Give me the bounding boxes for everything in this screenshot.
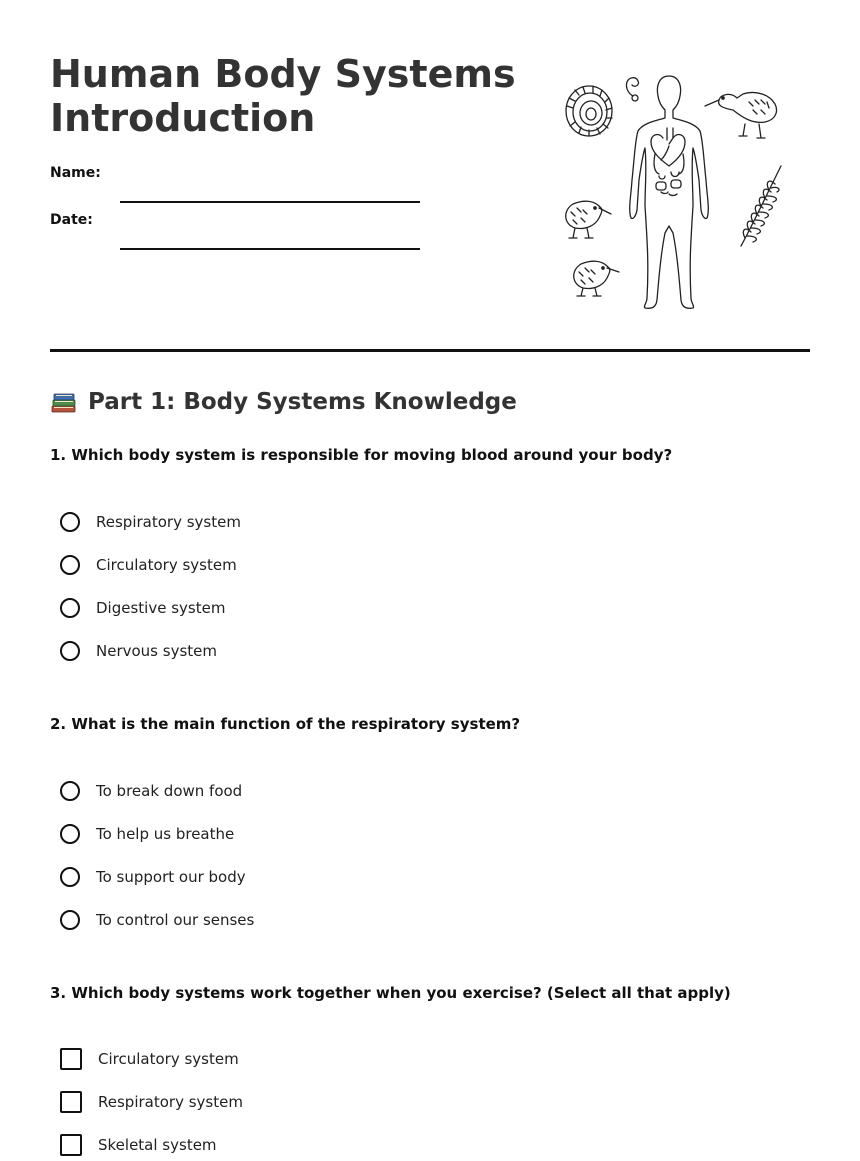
- kiwi-bird-icon: [705, 92, 777, 138]
- name-field-row: [50, 165, 430, 189]
- option-label: Circulatory system: [96, 556, 237, 574]
- date-input[interactable]: [120, 228, 420, 250]
- option-label: To break down food: [96, 782, 243, 800]
- option-label: Skeletal system: [98, 1136, 217, 1154]
- option-label: Digestive system: [96, 599, 226, 617]
- option-label: Respiratory system: [96, 513, 241, 531]
- question-1: [50, 446, 672, 464]
- radio-button[interactable]: [60, 512, 80, 532]
- q1-option-respiratory[interactable]: [60, 509, 241, 535]
- kiwi-bird-icon: [566, 201, 611, 238]
- q2-option-break-down-food[interactable]: [60, 778, 242, 804]
- q1-option-circulatory[interactable]: [60, 552, 237, 578]
- title-line-1: Human Body Systems: [50, 52, 516, 96]
- ammonite-shell-icon: [566, 86, 612, 136]
- radio-button[interactable]: [60, 641, 80, 661]
- checkbox[interactable]: [60, 1048, 82, 1070]
- option-label: Nervous system: [96, 642, 217, 660]
- koru-spiral-icon: [626, 78, 638, 101]
- q3-option-circulatory[interactable]: [60, 1046, 239, 1072]
- worksheet-title: [50, 52, 530, 140]
- question-2: [50, 715, 520, 733]
- question-3: [50, 984, 731, 1002]
- q3-option-respiratory[interactable]: [60, 1089, 243, 1115]
- option-label: To help us breathe: [96, 825, 235, 843]
- radio-button[interactable]: [60, 781, 80, 801]
- part1-heading-text: Part 1: Body Systems Knowledge: [88, 389, 517, 415]
- q2-option-breathe[interactable]: [60, 821, 234, 847]
- name-input[interactable]: [120, 181, 420, 203]
- question-number: 2.: [50, 715, 67, 733]
- part1-heading: [50, 388, 517, 416]
- question-number: 3.: [50, 984, 67, 1002]
- header-divider: [50, 349, 810, 352]
- title-line-2: Introduction: [50, 96, 316, 140]
- question-text: Which body system is responsible for moving blood around your body?: [71, 446, 673, 464]
- date-field-row: [50, 212, 430, 236]
- q1-option-nervous[interactable]: [60, 638, 217, 664]
- question-number: 1.: [50, 446, 67, 464]
- radio-button[interactable]: [60, 824, 80, 844]
- name-label: Name:: [50, 165, 101, 181]
- q3-option-skeletal[interactable]: [60, 1132, 217, 1158]
- radio-button[interactable]: [60, 598, 80, 618]
- option-label: To control our senses: [96, 911, 255, 929]
- q2-option-control-senses[interactable]: [60, 907, 254, 933]
- body-illustration: [555, 68, 795, 316]
- question-text: Which body systems work together when you exercise? (Select all that apply): [71, 984, 731, 1002]
- date-label: Date:: [50, 212, 93, 228]
- radio-button[interactable]: [60, 867, 80, 887]
- option-label: Circulatory system: [98, 1050, 239, 1068]
- kiwi-bird-icon: [574, 261, 619, 296]
- radio-button[interactable]: [60, 555, 80, 575]
- q2-option-support-body[interactable]: [60, 864, 246, 890]
- checkbox[interactable]: [60, 1134, 82, 1156]
- q1-option-digestive[interactable]: [60, 595, 225, 621]
- question-text: What is the main function of the respiratory system?: [71, 715, 521, 733]
- books-icon: [50, 388, 78, 416]
- checkbox[interactable]: [60, 1091, 82, 1113]
- option-label: Respiratory system: [98, 1093, 243, 1111]
- radio-button[interactable]: [60, 910, 80, 930]
- fern-frond-icon: [741, 166, 781, 246]
- human-body-outline-icon: [630, 76, 709, 308]
- option-label: To support our body: [96, 868, 246, 886]
